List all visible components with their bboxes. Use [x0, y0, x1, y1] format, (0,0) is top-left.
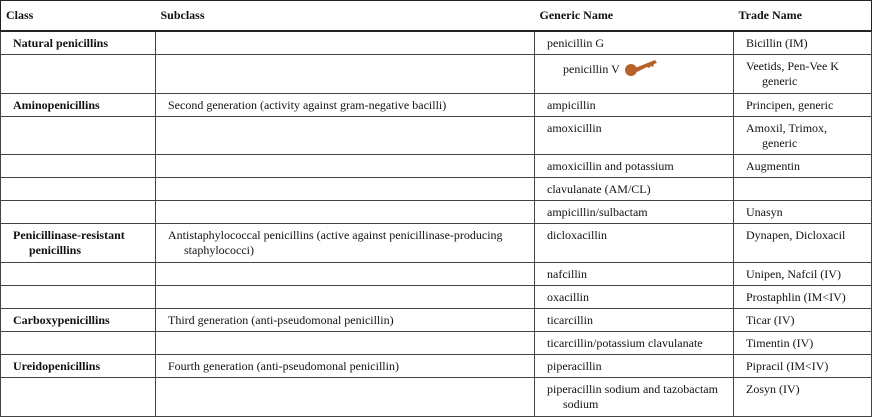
class-cell: [1, 263, 156, 286]
class-cell: [1, 31, 156, 55]
generic-name-cell: [535, 31, 734, 55]
generic-name-cell: [535, 117, 734, 155]
subclass-cell: [156, 263, 535, 286]
trade-name-cell: [734, 286, 872, 309]
class-cell-text: Natural penicillins: [13, 36, 109, 50]
class-cell-text: Penicillinase-resistant penicillins: [13, 228, 125, 257]
generic-name-cell: [535, 201, 734, 224]
trade-name-cell: [734, 332, 872, 355]
generic-name-cell-text: piperacillin: [547, 359, 602, 373]
generic-name-cell: [535, 155, 734, 178]
trade-name-cell-text: Prostaphlin (IM<IV): [746, 290, 846, 304]
table-row: [1, 94, 872, 117]
trade-name-cell-text: Unasyn: [746, 205, 783, 219]
trade-name-cell: [734, 55, 872, 94]
trade-name-cell: [734, 94, 872, 117]
class-cell-text: Aminopenicillins: [13, 98, 100, 112]
trade-name-cell-text: Dynapen, Dicloxacil: [746, 228, 846, 242]
generic-name-cell: [535, 286, 734, 309]
class-cell: [1, 55, 156, 94]
generic-name-cell-text: ticarcillin/potassium clavulanate: [547, 336, 703, 350]
header-trade: Trade Name: [734, 1, 872, 32]
subclass-cell: [156, 94, 535, 117]
subclass-cell-text: Antistaphylococcal penicillins (active against penicillinase-producing staphylococci): [168, 228, 503, 257]
table-row: [1, 117, 872, 155]
generic-name-cell-text: penicillin G: [547, 36, 604, 50]
generic-name-cell-text: oxacillin: [547, 290, 589, 304]
trade-name-cell: [734, 224, 872, 263]
generic-name-cell-text: piperacillin sodium and tazobactam sodium: [547, 382, 718, 411]
subclass-cell-text: Second generation (activity against gram-negative bacilli): [168, 98, 447, 112]
generic-name-cell: [535, 263, 734, 286]
generic-name-cell-text: clavulanate (AM/CL): [547, 182, 651, 196]
class-cell: [1, 117, 156, 155]
trade-name-cell-text: Veetids, Pen-Vee K generic: [746, 59, 839, 88]
table-row: [1, 155, 872, 178]
subclass-cell: [156, 309, 535, 332]
subclass-cell-text: Fourth generation (anti-pseudomonal penicillin): [168, 359, 399, 373]
table-row: [1, 332, 872, 355]
trade-name-cell-text: Augmentin: [746, 159, 800, 173]
class-cell: [1, 309, 156, 332]
generic-name-cell-text: ampicillin/sulbactam: [547, 205, 648, 219]
subclass-cell: [156, 155, 535, 178]
trade-name-cell: [734, 201, 872, 224]
trade-name-cell-text: Ticar (IV): [746, 313, 795, 327]
table-row: [1, 31, 872, 55]
generic-name-cell-text: penicillin V: [563, 62, 620, 76]
trade-name-cell-text: Zosyn (IV): [746, 382, 800, 396]
generic-name-cell: [535, 224, 734, 263]
generic-name-cell-text: ticarcillin: [547, 313, 593, 327]
generic-name-cell-text: nafcillin: [547, 267, 587, 281]
table-row: [1, 286, 872, 309]
header-class: Class: [1, 1, 156, 32]
generic-name-cell-text: amoxicillin and potassium: [547, 159, 674, 173]
class-cell: [1, 378, 156, 417]
trade-name-cell: [734, 263, 872, 286]
trade-name-cell: [734, 117, 872, 155]
trade-name-cell-text: Timentin (IV): [746, 336, 814, 350]
class-cell: [1, 286, 156, 309]
subclass-cell: [156, 55, 535, 94]
trade-name-cell-text: Bicillin (IM): [746, 36, 808, 50]
subclass-cell: [156, 355, 535, 378]
generic-name-cell: [535, 355, 734, 378]
table-row: [1, 201, 872, 224]
generic-name-cell: [535, 55, 734, 94]
trade-name-cell-text: Unipen, Nafcil (IV): [746, 267, 841, 281]
subclass-cell: [156, 224, 535, 263]
subclass-cell-text: Third generation (anti-pseudomonal penicillin): [168, 313, 394, 327]
generic-name-cell: [535, 94, 734, 117]
subclass-cell: [156, 178, 535, 201]
table-row: [1, 263, 872, 286]
subclass-cell: [156, 117, 535, 155]
subclass-cell: [156, 201, 535, 224]
generic-name-cell-text: ampicillin: [547, 98, 596, 112]
subclass-cell: [156, 31, 535, 55]
class-cell-text: Carboxypenicillins: [13, 313, 110, 327]
header-generic: Generic Name: [535, 1, 734, 32]
trade-name-cell: [734, 309, 872, 332]
subclass-cell: [156, 286, 535, 309]
table-row: [1, 378, 872, 417]
class-cell: [1, 224, 156, 263]
subclass-cell: [156, 378, 535, 417]
generic-name-cell-text: dicloxacillin: [547, 228, 607, 242]
generic-name-cell: [535, 309, 734, 332]
generic-name-cell: [535, 378, 734, 417]
class-cell-text: Ureidopenicillins: [13, 359, 101, 373]
header-subclass: Subclass: [156, 1, 535, 32]
trade-name-cell: [734, 378, 872, 417]
table-row: [1, 355, 872, 378]
class-cell: [1, 355, 156, 378]
header-row: [1, 1, 872, 32]
generic-name-cell: [535, 332, 734, 355]
class-cell: [1, 155, 156, 178]
table-row: [1, 309, 872, 332]
trade-name-cell: [734, 155, 872, 178]
subclass-cell: [156, 332, 535, 355]
trade-name-cell: [734, 178, 872, 201]
trade-name-cell: [734, 31, 872, 55]
class-cell: [1, 201, 156, 224]
table-row: [1, 55, 872, 94]
class-cell: [1, 94, 156, 117]
table-row: [1, 178, 872, 201]
class-cell: [1, 178, 156, 201]
class-cell: [1, 332, 156, 355]
trade-name-cell: [734, 355, 872, 378]
generic-name-cell: [535, 178, 734, 201]
trade-name-cell-text: Pipracil (IM<IV): [746, 359, 829, 373]
generic-name-cell-text: amoxicillin: [547, 121, 602, 135]
trade-name-cell-text: Principen, generic: [746, 98, 834, 112]
table-row: [1, 224, 872, 263]
trade-name-cell-text: Amoxil, Trimox, generic: [746, 121, 828, 150]
key-icon: [624, 59, 658, 81]
